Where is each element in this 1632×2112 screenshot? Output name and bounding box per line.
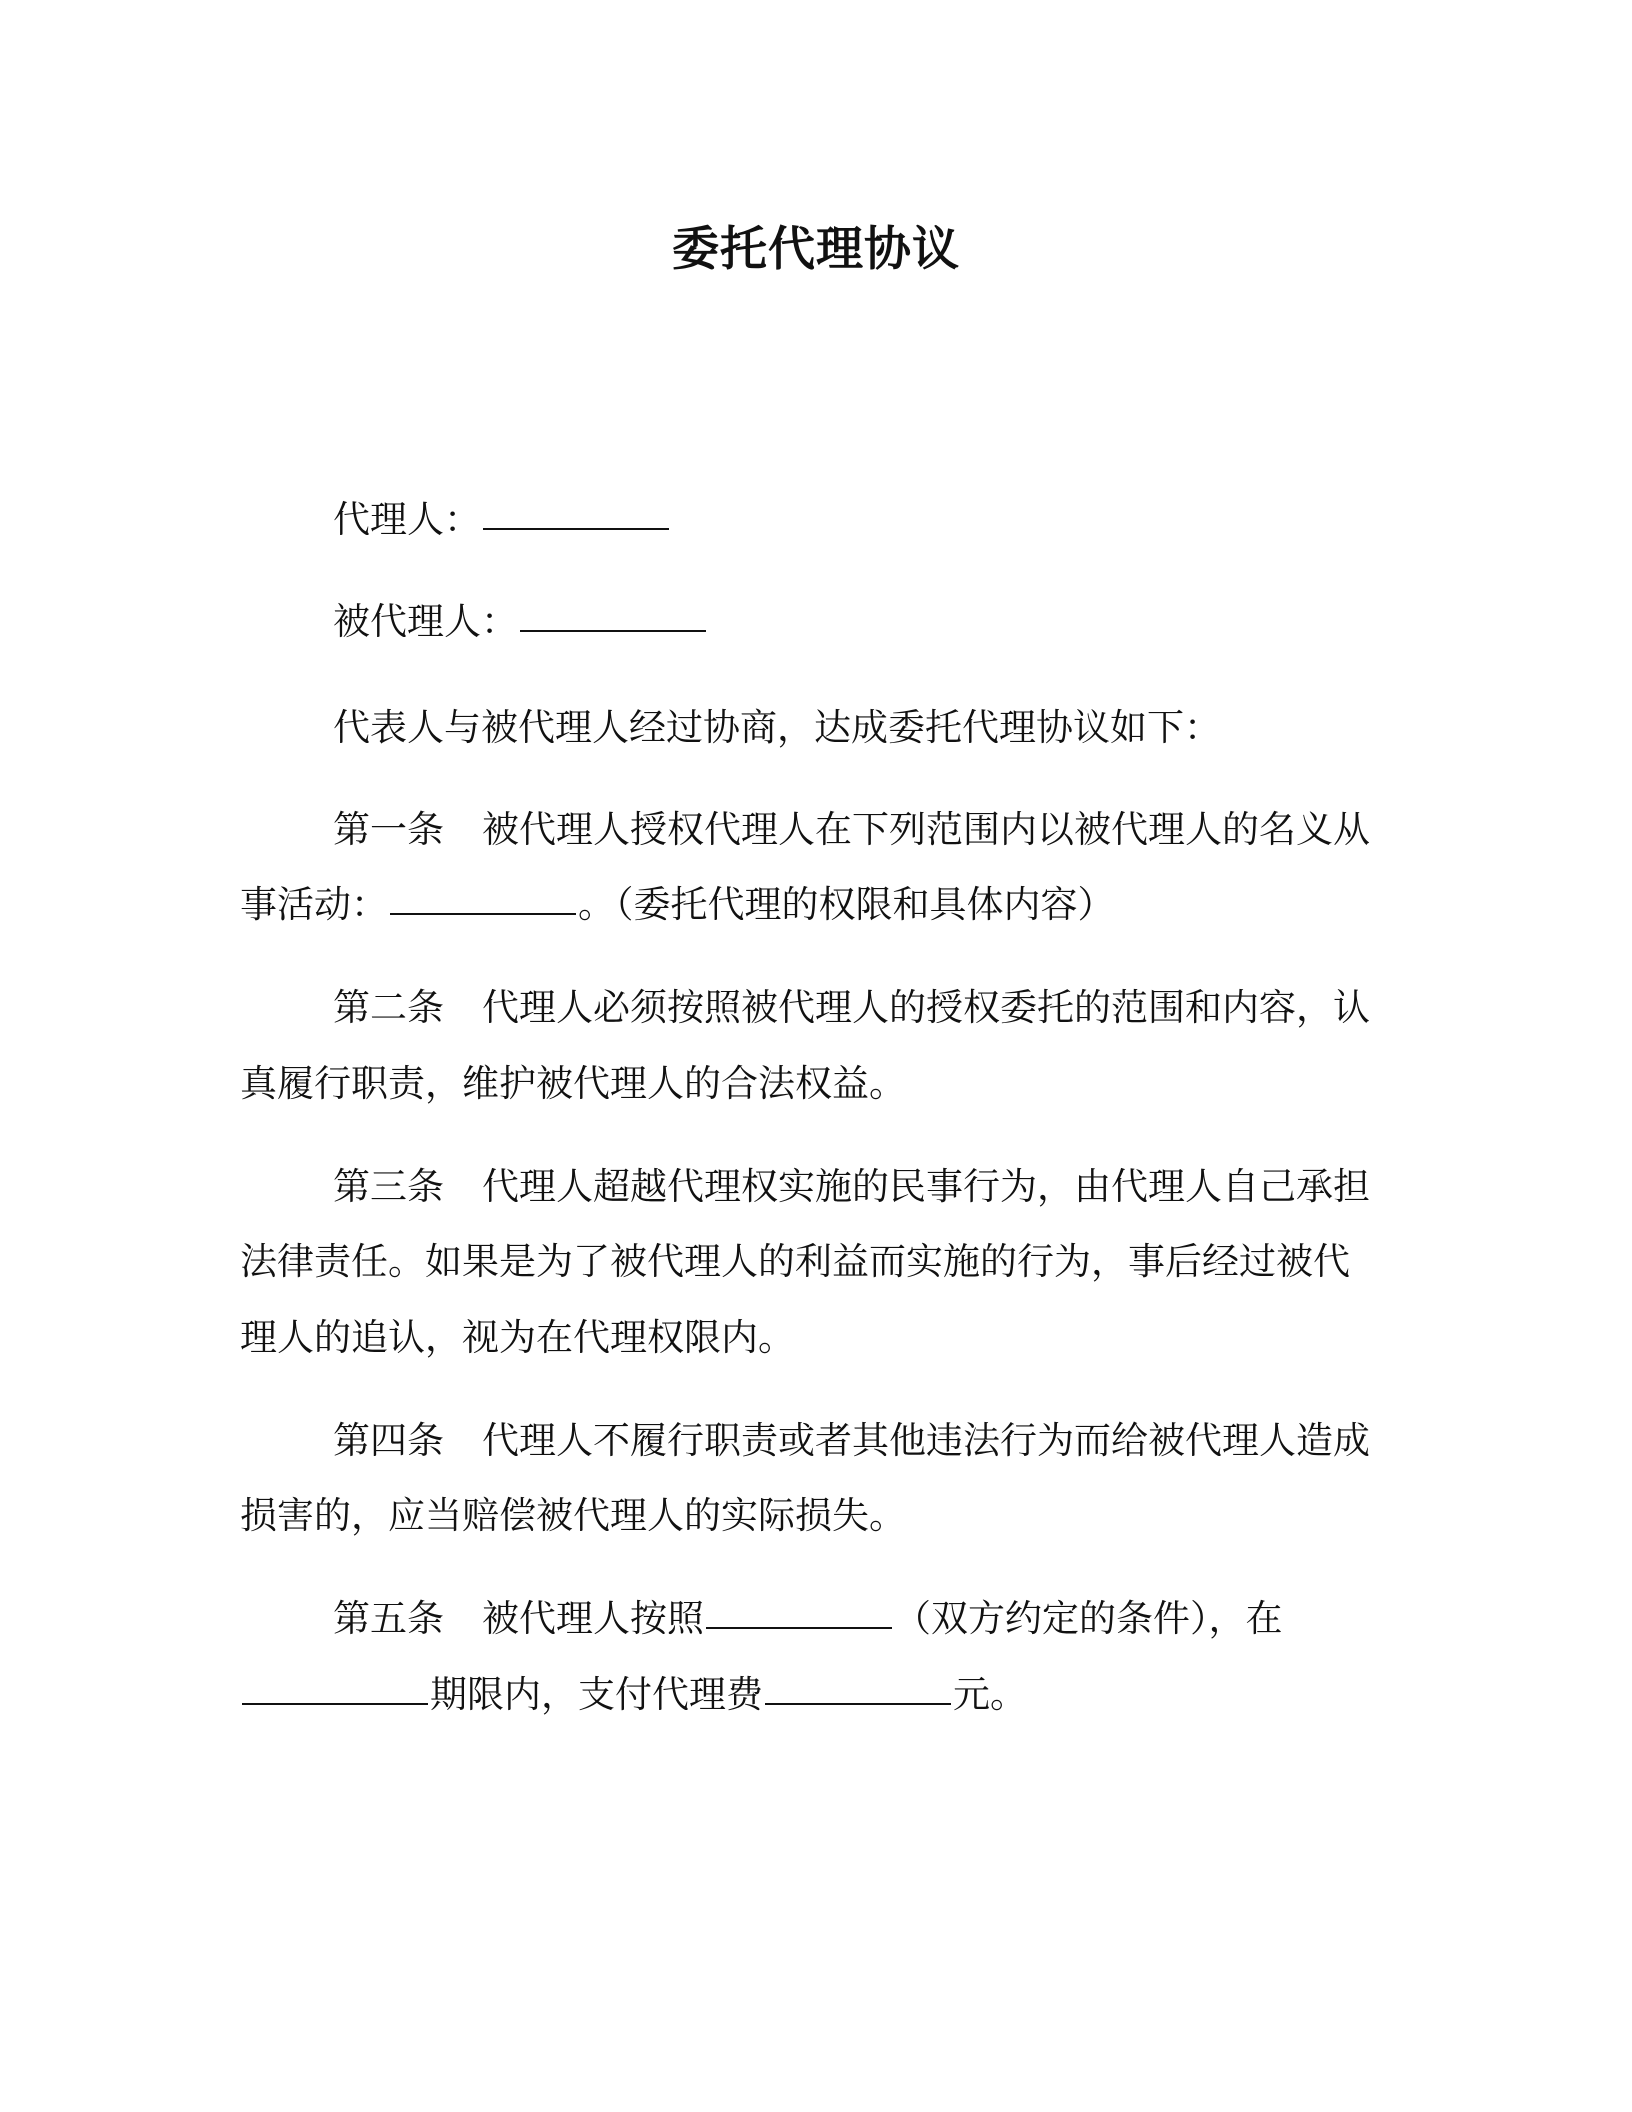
article-4-line-1 bbox=[333, 1416, 1370, 1466]
agent-label: 代理人： bbox=[333, 498, 481, 541]
article-5-number: 第五条 bbox=[333, 1597, 444, 1640]
article-2-text: 代理人必须按照被代理人的授权委托的范围和内容，认 bbox=[482, 986, 1370, 1029]
article-1-line-1 bbox=[333, 805, 1370, 855]
agent-name-blank bbox=[483, 527, 669, 530]
article-1-text: 被代理人授权代理人在下列范围内以被代理人的名义从 bbox=[482, 808, 1370, 851]
intro-paragraph: 代表人与被代理人经过协商，达成委托代理协议如下： bbox=[333, 706, 1221, 749]
article-1-number: 第一条 bbox=[333, 808, 444, 851]
article-1-text-after: 。（委托代理的权限和具体内容） bbox=[578, 883, 1115, 926]
article-3-line-2: 法律责任。如果是为了被代理人的利益而实施的行为，事后经过被代 bbox=[240, 1240, 1350, 1283]
article-2-line-1 bbox=[333, 983, 1370, 1033]
article-3-line-3: 理人的追认，视为在代理权限内。 bbox=[240, 1316, 795, 1359]
principal-name-blank bbox=[520, 629, 706, 632]
article-5-text-after: （双方约定的条件），在 bbox=[894, 1597, 1283, 1640]
article-5-text-end: 元。 bbox=[953, 1673, 1027, 1716]
article-2-number: 第二条 bbox=[333, 986, 444, 1029]
article-3-number: 第三条 bbox=[333, 1165, 444, 1208]
article-3-line-1 bbox=[333, 1162, 1370, 1212]
document-title: 委托代理协议 bbox=[672, 222, 960, 277]
article-5-line-1 bbox=[333, 1594, 1283, 1644]
article-1-scope-blank bbox=[390, 912, 576, 915]
article-2-line-2: 真履行职责，维护被代理人的合法权益。 bbox=[240, 1062, 906, 1105]
article-1-line-2 bbox=[240, 880, 1115, 930]
article-5-text-before: 被代理人按照 bbox=[482, 1597, 704, 1640]
article-4-text: 代理人不履行职责或者其他违法行为而给被代理人造成 bbox=[482, 1419, 1370, 1462]
article-4-number: 第四条 bbox=[333, 1419, 444, 1462]
article-3-text: 代理人超越代理权实施的民事行为，由代理人自己承担 bbox=[482, 1165, 1370, 1208]
article-4-line-2: 损害的，应当赔偿被代理人的实际损失。 bbox=[240, 1494, 906, 1537]
article-5-condition-blank bbox=[706, 1626, 892, 1629]
principal-label: 被代理人： bbox=[333, 600, 518, 643]
article-5-period-blank bbox=[242, 1702, 428, 1705]
article-5-text-mid: 期限内，支付代理费 bbox=[430, 1673, 763, 1716]
article-5-fee-blank bbox=[765, 1702, 951, 1705]
article-1-text-before: 事活动： bbox=[240, 883, 388, 926]
article-5-line-2 bbox=[240, 1670, 1027, 1720]
principal-line bbox=[333, 597, 708, 647]
agent-line bbox=[333, 495, 671, 545]
